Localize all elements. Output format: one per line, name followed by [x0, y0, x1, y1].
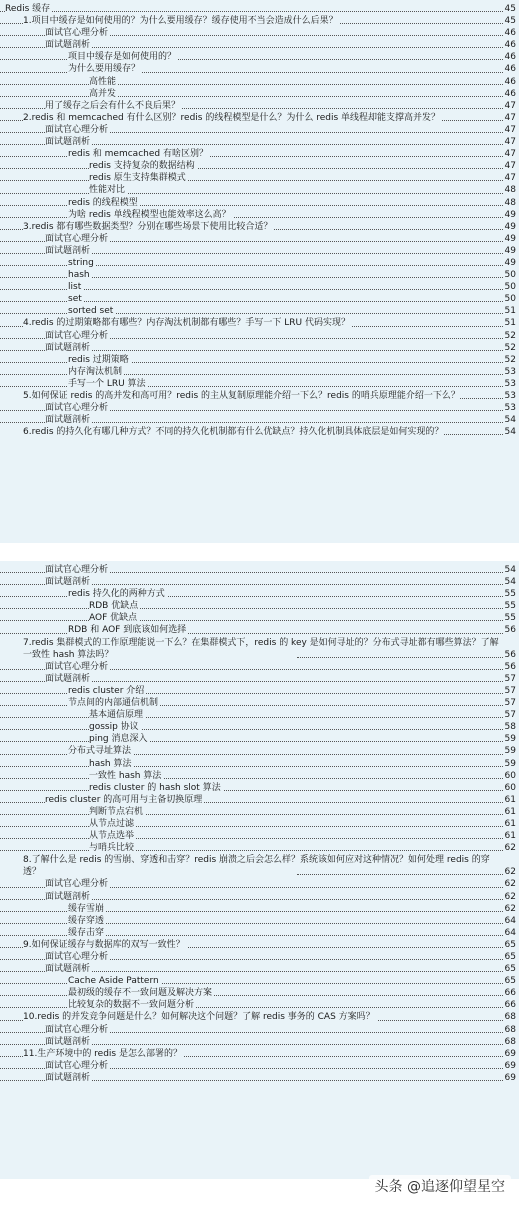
- toc-entry[interactable]: [0, 891, 519, 903]
- toc-entry-title: 节点间的内部通信机制: [68, 698, 159, 709]
- toc-entry[interactable]: [0, 366, 519, 378]
- toc-page-number: 49: [504, 221, 516, 232]
- toc-entry[interactable]: [0, 88, 519, 100]
- watermark-text: 头条 @追逐仰望星空: [374, 1179, 505, 1195]
- toc-entry-title: 性能对比: [89, 185, 126, 196]
- toc-entry-title: 用了缓存之后会有什么不良后果？: [45, 100, 181, 111]
- toc-entry-title: 高性能: [89, 76, 117, 87]
- dot-leader: [0, 826, 505, 827]
- dot-leader: [0, 180, 505, 181]
- toc-entry-title: 面试题剖析: [45, 1072, 91, 1083]
- toc-entry[interactable]: [0, 317, 519, 329]
- toc-page-number: 65: [504, 952, 516, 962]
- toc-page-number: 52: [504, 354, 516, 365]
- toc-entry-title: Cache Aside Pattern: [68, 976, 159, 987]
- toc-page-number: 56: [504, 661, 516, 672]
- toc-entry[interactable]: [0, 733, 519, 745]
- toc-page-number: 64: [504, 915, 516, 926]
- toc-entry-title: redis 原生支持集群模式: [89, 173, 186, 184]
- toc-entry[interactable]: [0, 975, 519, 987]
- toc-entry[interactable]: [0, 963, 519, 975]
- toc-page-number: 49: [504, 257, 516, 268]
- toc-entry-title: 面试官心理分析: [45, 233, 109, 244]
- toc-entry-title: 面试官心理分析: [45, 565, 109, 575]
- toc-entry[interactable]: [0, 1072, 519, 1084]
- toc-list: [0, 0, 519, 438]
- dot-leader: [0, 790, 505, 791]
- toc-entry[interactable]: [0, 854, 519, 878]
- toc-page-number: 59: [504, 734, 516, 745]
- dot-leader: [0, 193, 505, 194]
- toc-entry-title: RDB 优缺点: [89, 601, 139, 612]
- toc-entry-title: 面试题剖析: [45, 342, 91, 353]
- toc-page-number: 50: [504, 270, 516, 281]
- toc-page-number: 60: [504, 770, 516, 781]
- toc-entry-title: redis 持久化的两种方式: [68, 589, 165, 600]
- toc-page-number: 68: [504, 1012, 516, 1023]
- toc-page-number: 46: [504, 52, 516, 63]
- toc-entry[interactable]: [0, 148, 519, 160]
- toc-entry[interactable]: [0, 305, 519, 317]
- toc-page-number: 54: [504, 565, 516, 575]
- toc-entry[interactable]: [0, 209, 519, 221]
- toc-page-number: 51: [504, 306, 516, 317]
- toc-entry-title: 面试题剖析: [45, 964, 91, 975]
- dot-leader: [297, 874, 505, 875]
- toc-entry[interactable]: [0, 999, 519, 1011]
- toc-entry[interactable]: [0, 806, 519, 818]
- toc-page-number: 68: [504, 1036, 516, 1047]
- toc-entry-title: gossip 协议: [89, 722, 139, 733]
- toc-entry-title: redis cluster 的 hash slot 算法: [89, 782, 221, 793]
- toc-page-1: [0, 0, 519, 543]
- toc-entry[interactable]: [0, 637, 519, 661]
- dot-leader: [0, 11, 505, 12]
- toc-entry[interactable]: [0, 770, 519, 782]
- toc-entry-title: 10.redis 的并发竞争问题是什么？如何解决这个问题？了解 redis 事务的 CAS 方案吗？: [23, 1012, 375, 1023]
- toc-entry-title: 4.redis 的过期策略都有哪些？内存淘汰机制都有哪些？手写一下 LRU 代码实现？: [23, 318, 350, 329]
- toc-entry[interactable]: [0, 782, 519, 794]
- toc-entry-title: 面试官心理分析: [45, 124, 109, 135]
- toc-entry-title: redis cluster 介绍: [68, 685, 145, 696]
- toc-entry-title: 从节点选举: [89, 831, 135, 842]
- toc-page-number: 58: [504, 722, 516, 733]
- toc-entry[interactable]: [0, 112, 519, 124]
- toc-entry-title: 9.如何保证缓存与数据库的双写一致性？: [23, 939, 185, 950]
- toc-entry-title: 5.如何保证 redis 的高并发和高可用？redis 的主从复制原理能介绍一下么？redis 的哨兵原理能介绍一下么？: [23, 391, 460, 401]
- toc-entry[interactable]: [0, 697, 519, 709]
- toc-entry-title: 6.redis 的持久化有哪几种方式？不同的持久化机制都有什么优缺点？持久化机制具体底层是如何实现的？: [23, 427, 444, 438]
- toc-page-number: 66: [504, 1000, 516, 1011]
- toc-page-number: 56: [504, 649, 516, 660]
- toc-entry-title: Redis 缓存: [5, 4, 51, 14]
- toc-page-number: 50: [504, 282, 516, 293]
- toc-entry[interactable]: [0, 794, 519, 806]
- toc-entry[interactable]: [0, 27, 519, 39]
- dot-leader: [0, 741, 505, 742]
- toc-entry-title: 面试官心理分析: [45, 661, 109, 672]
- toc-page-number: 55: [504, 601, 516, 612]
- toc-entry-title: 面试题剖析: [45, 1036, 91, 1047]
- toc-page-number: 57: [504, 710, 516, 721]
- toc-entry-title: 面试官心理分析: [45, 952, 109, 962]
- dot-leader: [0, 850, 505, 851]
- toc-page-number: 60: [504, 782, 516, 793]
- toc-entry[interactable]: [0, 281, 519, 293]
- toc-list: [0, 561, 519, 1084]
- toc-entry-title: AOF 优缺点: [89, 613, 138, 624]
- toc-entry-title: 比较复杂的数据不一致问题分析: [68, 1000, 195, 1011]
- toc-page-number: 62: [504, 843, 516, 854]
- toc-entry-title: set: [68, 294, 82, 305]
- toc-entry-title: 7.redis 集群模式的工作原理能说一下么？在集群模式下，redis 的 key 是如何寻址的？分布式寻址都有哪些算法？了解一致性 hash 算法吗？: [23, 637, 499, 660]
- toc-entry-title: 面试题剖析: [45, 40, 91, 51]
- toc-page-number: 46: [504, 88, 516, 99]
- toc-entry[interactable]: [0, 564, 519, 576]
- toc-entry[interactable]: [0, 76, 519, 88]
- toc-page-number: 54: [504, 415, 516, 426]
- toc-entry[interactable]: [0, 1036, 519, 1048]
- toc-page-number: 54: [504, 427, 516, 438]
- toc-entry[interactable]: [0, 330, 519, 342]
- dot-leader: [0, 717, 505, 718]
- toc-entry[interactable]: [0, 342, 519, 354]
- toc-entry[interactable]: [0, 939, 519, 951]
- toc-page-number: 62: [504, 879, 516, 890]
- toc-page-number: 62: [504, 903, 516, 914]
- toc-entry[interactable]: [0, 987, 519, 999]
- toc-page-number: 69: [504, 1048, 516, 1059]
- toc-entry-title: 高并发: [89, 88, 117, 99]
- toc-entry[interactable]: [0, 612, 519, 624]
- toc-page-number: 56: [504, 625, 516, 636]
- toc-entry[interactable]: [0, 184, 519, 196]
- dot-leader: [0, 814, 505, 815]
- toc-page-number: 52: [504, 330, 516, 341]
- toc-entry[interactable]: [0, 951, 519, 963]
- toc-page-number: 57: [504, 685, 516, 696]
- toc-page-number: 62: [504, 891, 516, 902]
- toc-entry-title: 8.了解什么是 redis 的雪崩、穿透和击穿？redis 崩溃之后会怎么样？系统该如何应对这种情况？如何处理 redis 的穿透？: [23, 855, 490, 878]
- toc-page-number: 61: [504, 806, 516, 817]
- toc-entry[interactable]: [0, 354, 519, 366]
- toc-page-number: 47: [504, 100, 516, 111]
- toc-entry[interactable]: [0, 39, 519, 51]
- toc-entry-title: 面试题剖析: [45, 891, 91, 902]
- toc-page-number: 65: [504, 939, 516, 950]
- toc-page-number: 51: [504, 318, 516, 329]
- toc-page-number: 68: [504, 1024, 516, 1035]
- toc-entry-title: 面试题剖析: [45, 137, 91, 148]
- toc-page-number: 50: [504, 294, 516, 305]
- toc-page-number: 47: [504, 173, 516, 184]
- toc-entry-title: 面试题剖析: [45, 577, 91, 588]
- toc-page-number: 52: [504, 342, 516, 353]
- dot-leader: [0, 620, 505, 621]
- toc-entry-title: redis 的线程模型: [68, 197, 138, 208]
- toc-entry[interactable]: [0, 414, 519, 426]
- toc-entry-title: 与哨兵比较: [89, 843, 135, 854]
- toc-entry-title: string: [68, 257, 94, 268]
- toc-entry[interactable]: [0, 745, 519, 757]
- toc-entry-title: 面试官心理分析: [45, 28, 109, 39]
- toc-page-number: 46: [504, 40, 516, 51]
- toc-page-number: 47: [504, 161, 516, 172]
- toc-page-number: 61: [504, 794, 516, 805]
- toc-entry[interactable]: [0, 661, 519, 673]
- toc-entry[interactable]: [0, 709, 519, 721]
- watermark: [369, 1175, 511, 1197]
- toc-entry[interactable]: [0, 245, 519, 257]
- toc-page-number: 64: [504, 927, 516, 938]
- toc-entry-title: redis cluster 的高可用与主备切换原理: [45, 794, 203, 805]
- dot-leader: [0, 838, 505, 839]
- toc-entry[interactable]: [0, 3, 519, 15]
- toc-entry[interactable]: [0, 63, 519, 75]
- toc-page-number: 61: [504, 831, 516, 842]
- toc-page-2: [0, 561, 519, 1179]
- toc-entry-title: 面试题剖析: [45, 673, 91, 684]
- toc-entry[interactable]: [0, 233, 519, 245]
- toc-entry-title: 缓存穿透: [68, 915, 105, 926]
- toc-entry[interactable]: [0, 600, 519, 612]
- toc-page-number: 49: [504, 245, 516, 256]
- toc-page-number: 57: [504, 698, 516, 709]
- toc-page-number: 69: [504, 1060, 516, 1071]
- toc-page-number: 53: [504, 391, 516, 401]
- toc-entry[interactable]: [0, 818, 519, 830]
- toc-entry[interactable]: [0, 830, 519, 842]
- toc-page-number: 47: [504, 149, 516, 160]
- toc-entry-title: RDB 和 AOF 到底该如何选择: [68, 625, 187, 636]
- toc-entry-title: 面试官心理分析: [45, 403, 109, 414]
- toc-page-number: 47: [504, 137, 516, 148]
- toc-entry[interactable]: [0, 402, 519, 414]
- toc-page-number: 48: [504, 197, 516, 208]
- dot-leader: [0, 96, 505, 97]
- toc-page-number: 59: [504, 758, 516, 769]
- toc-entry-title: list: [68, 282, 82, 293]
- toc-entry-title: 项目中缓存是如何使用的？: [68, 52, 177, 63]
- toc-entry-title: 内存淘汰机制: [68, 366, 123, 377]
- toc-page-number: 47: [504, 112, 516, 123]
- dot-leader: [0, 729, 505, 730]
- toc-entry-title: 面试官心理分析: [45, 330, 109, 341]
- toc-page-number: 47: [504, 124, 516, 135]
- toc-entry-title: 最初级的缓存不一致问题及解决方案: [68, 988, 213, 999]
- toc-entry[interactable]: [0, 1024, 519, 1036]
- toc-entry-title: redis 过期策略: [68, 354, 129, 365]
- dot-leader: [0, 778, 505, 779]
- toc-entry[interactable]: [0, 197, 519, 209]
- toc-page-number: 45: [504, 4, 516, 14]
- toc-entry[interactable]: [0, 842, 519, 854]
- toc-page-number: 49: [504, 233, 516, 244]
- toc-entry[interactable]: [0, 390, 519, 402]
- toc-entry-title: 面试官心理分析: [45, 879, 109, 890]
- toc-entry[interactable]: [0, 685, 519, 697]
- toc-entry-title: ping 消息深入: [89, 734, 148, 745]
- toc-entry-title: 判断节点宕机: [89, 806, 144, 817]
- toc-entry[interactable]: [0, 588, 519, 600]
- toc-page-number: 55: [504, 613, 516, 624]
- toc-entry[interactable]: [0, 758, 519, 770]
- toc-entry[interactable]: [0, 624, 519, 636]
- toc-page-number: 53: [504, 378, 516, 389]
- toc-page-number: 46: [504, 76, 516, 87]
- toc-entry-title: sorted set: [68, 306, 114, 317]
- toc-entry[interactable]: [0, 124, 519, 136]
- toc-entry[interactable]: [0, 172, 519, 184]
- toc-entry-title: 缓存击穿: [68, 927, 105, 938]
- toc-entry[interactable]: [0, 878, 519, 890]
- dot-leader: [0, 84, 505, 85]
- dot-leader: [0, 168, 505, 169]
- toc-entry[interactable]: [0, 426, 519, 438]
- toc-page-number: 57: [504, 673, 516, 684]
- toc-entry[interactable]: [0, 293, 519, 305]
- toc-entry[interactable]: [0, 721, 519, 733]
- toc-page-number: 53: [504, 403, 516, 414]
- toc-entry[interactable]: [0, 673, 519, 685]
- toc-entry[interactable]: [0, 136, 519, 148]
- toc-entry-title: 为什么要用缓存？: [68, 64, 141, 75]
- toc-entry[interactable]: [0, 1048, 519, 1060]
- toc-entry-title: 面试官心理分析: [45, 1060, 109, 1071]
- toc-entry-title: 2.redis 和 memcached 有什么区别？redis 的线程模型是什么？为什么 redis 单线程却能支撑高并发？: [23, 112, 441, 123]
- toc-page-number: 46: [504, 64, 516, 75]
- toc-entry-title: 为啥 redis 单线程模型也能效率这么高？: [68, 209, 231, 220]
- toc-entry[interactable]: [0, 257, 519, 269]
- toc-entry[interactable]: [0, 160, 519, 172]
- dot-leader: [0, 608, 505, 609]
- dot-leader: [297, 657, 505, 658]
- dot-leader: [0, 766, 505, 767]
- toc-entry[interactable]: [0, 903, 519, 915]
- toc-entry-title: 3.redis 都有哪些数据类型？分别在哪些场景下使用比较合适？: [23, 221, 273, 232]
- toc-entry-title: 1.项目中缓存是如何使用的？为什么要用缓存？缓存使用不当会造成什么后果？: [23, 16, 338, 27]
- toc-page-number: 46: [504, 28, 516, 39]
- toc-entry-title: 分布式寻址算法: [68, 746, 132, 757]
- toc-page-number: 48: [504, 185, 516, 196]
- toc-entry[interactable]: [0, 221, 519, 233]
- toc-entry-title: 从节点过滤: [89, 818, 135, 829]
- toc-page-number: 65: [504, 964, 516, 975]
- toc-page-number: 55: [504, 589, 516, 600]
- toc-entry-title: 面试题剖析: [45, 245, 91, 256]
- toc-page-number: 53: [504, 366, 516, 377]
- toc-entry-title: hash: [68, 270, 90, 281]
- toc-page-number: 65: [504, 976, 516, 987]
- toc-entry-title: hash 算法: [89, 758, 132, 769]
- toc-entry[interactable]: [0, 1011, 519, 1023]
- toc-page-number: 49: [504, 209, 516, 220]
- toc-entry-title: 缓存雪崩: [68, 903, 105, 914]
- toc-page-number: 66: [504, 988, 516, 999]
- toc-entry-title: 手写一个 LRU 算法: [68, 378, 146, 389]
- toc-entry-title: 一致性 hash 算法: [89, 770, 162, 781]
- toc-entry-title: 11.生产环境中的 redis 是怎么部署的？: [23, 1048, 182, 1059]
- toc-page-number: 62: [504, 867, 516, 878]
- toc-entry-title: 基本通信原理: [89, 710, 144, 721]
- toc-entry[interactable]: [0, 269, 519, 281]
- toc-entry-title: redis 支持复杂的数据结构: [89, 161, 195, 172]
- toc-page-number: 45: [504, 16, 516, 27]
- toc-entry[interactable]: [0, 51, 519, 63]
- toc-entry[interactable]: [0, 100, 519, 112]
- toc-page-number: 69: [504, 1072, 516, 1083]
- toc-entry[interactable]: [0, 378, 519, 390]
- toc-entry[interactable]: [0, 927, 519, 939]
- toc-entry-title: 面试官心理分析: [45, 1024, 109, 1035]
- toc-page-number: 54: [504, 577, 516, 588]
- toc-entry-title: redis 和 memcached 有啥区别？: [68, 149, 208, 160]
- toc-entry[interactable]: [0, 915, 519, 927]
- toc-entry[interactable]: [0, 1060, 519, 1072]
- toc-entry-title: 面试题剖析: [45, 415, 91, 426]
- toc-page-number: 61: [504, 818, 516, 829]
- toc-page-number: 59: [504, 746, 516, 757]
- toc-entry[interactable]: [0, 15, 519, 27]
- toc-entry[interactable]: [0, 576, 519, 588]
